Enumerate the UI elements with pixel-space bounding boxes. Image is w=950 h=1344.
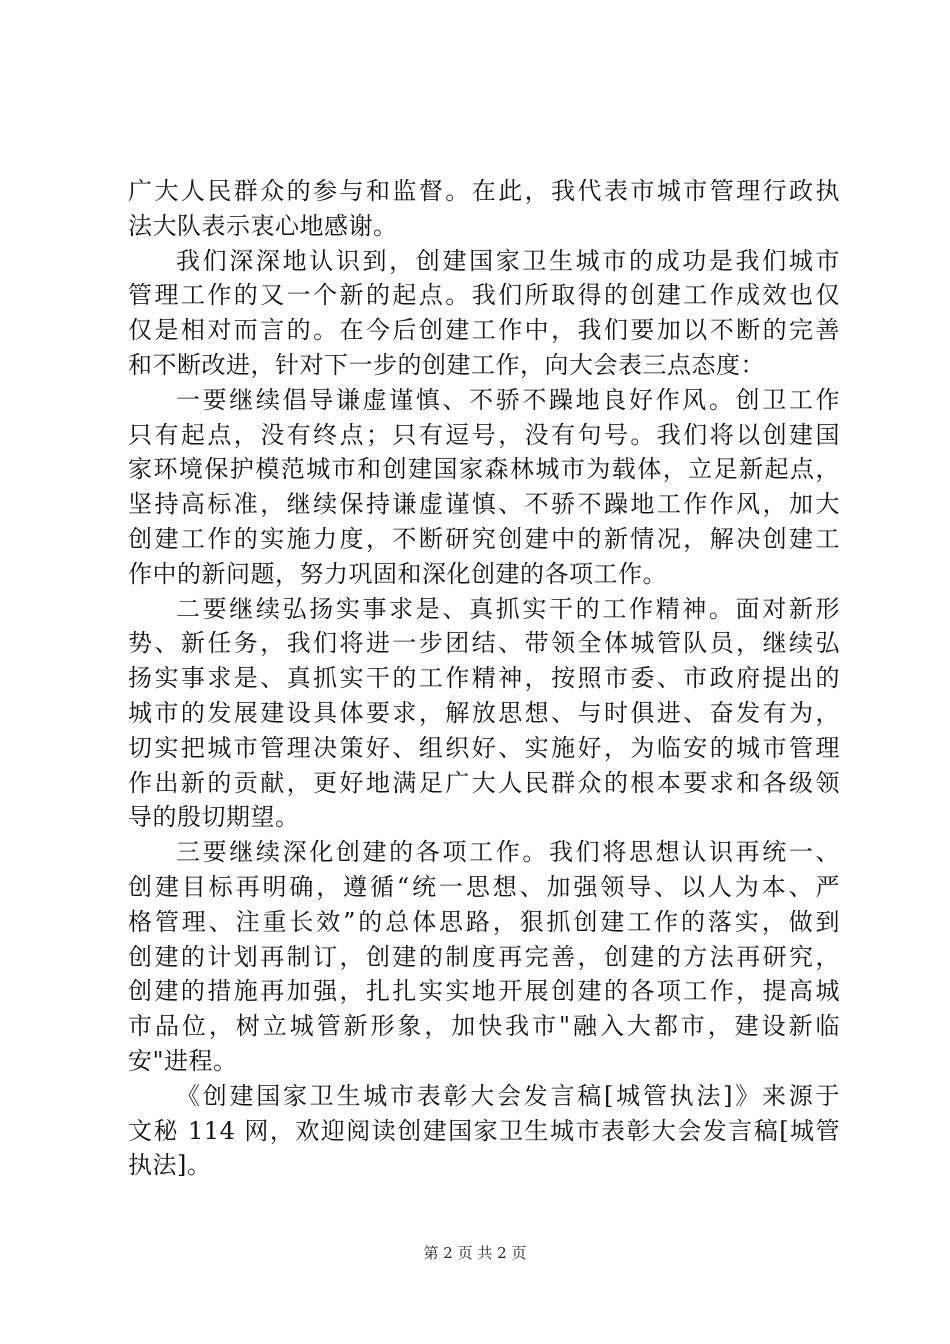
text-line: 《创建国家卫生城市表彰大会发言稿[城管执法]》来源于 bbox=[176, 1081, 840, 1110]
text-line: 创建的措施再加强，扎扎实实地开展创建的各项工作，提高城 bbox=[128, 977, 840, 1006]
text-line: 坚持高标准，继续保持谦虚谨慎、不骄不躁地工作作风，加大 bbox=[128, 490, 840, 519]
text-line: 管理工作的又一个新的起点。我们所取得的创建工作成效也仅 bbox=[128, 281, 840, 310]
text-line: 我们深深地认识到，创建国家卫生城市的成功是我们城市 bbox=[176, 246, 840, 275]
text-line: 市品位，树立城管新形象，加快我市"融入大都市，建设新临 bbox=[128, 1012, 840, 1041]
text-line: 作出新的贡献，更好地满足广大人民群众的根本要求和各级领 bbox=[128, 768, 840, 797]
page-footer: 第 2 页 共 2 页 bbox=[423, 1244, 527, 1262]
text-line: 广大人民群众的参与和监督。在此，我代表市城市管理行政执 bbox=[128, 177, 840, 205]
paragraph bbox=[128, 174, 840, 244]
text-line: 作中的新问题，努力巩固和深化创建的各项工作。 bbox=[128, 559, 667, 588]
text-line: 二要继续弘扬实事求是、真抓实干的工作精神。面对新形 bbox=[176, 594, 840, 623]
paragraph bbox=[128, 244, 840, 383]
document-body bbox=[128, 174, 840, 1183]
text-line: 法大队表示衷心地感谢。 bbox=[128, 211, 398, 240]
text-line: 导的殷切期望。 bbox=[128, 803, 300, 832]
text-line: 城市的发展建设具体要求，解放思想、与时俱进、奋发有为， bbox=[128, 698, 840, 727]
text-line: 切实把城市管理决策好、组织好、实施好，为临安的城市管理 bbox=[128, 733, 840, 762]
text-line: 格管理、注重长效”的总体思路，狠抓创建工作的落实，做到 bbox=[128, 907, 840, 936]
paragraph bbox=[128, 835, 840, 1079]
text-line: 势、新任务，我们将进一步团结、带领全体城管队员，继续弘 bbox=[128, 629, 840, 658]
text-line: 三要继续深化创建的各项工作。我们将思想认识再统一、 bbox=[176, 838, 840, 867]
text-line: 创建目标再明确，遵循“统一思想、加强领导、以人为本、严 bbox=[128, 872, 840, 901]
paragraph bbox=[128, 592, 840, 836]
text-line: 一要继续倡导谦虚谨慎、不骄不躁地良好作风。创卫工作 bbox=[176, 385, 840, 414]
text-line: 仅是相对而言的。在今后创建工作中，我们要加以不断的完善 bbox=[128, 316, 840, 345]
text-line: 安"进程。 bbox=[128, 1046, 238, 1075]
text-line: 执法]。 bbox=[128, 1151, 212, 1180]
text-line: 和不断改进，针对下一步的创建工作，向大会表三点态度： bbox=[128, 350, 765, 379]
text-line: 创建的计划再制订，创建的制度再完善，创建的方法再研究， bbox=[128, 942, 840, 971]
text-line: 只有起点，没有终点；只有逗号，没有句号。我们将以创建国 bbox=[128, 420, 840, 449]
paragraph bbox=[128, 1079, 840, 1183]
text-line: 家环境保护模范城市和创建国家森林城市为载体，立足新起点， bbox=[128, 455, 840, 484]
paragraph bbox=[128, 383, 840, 592]
text-line: 创建工作的实施力度，不断研究创建中的新情况，解决创建工 bbox=[128, 524, 840, 553]
text-line: 文秘 114 网，欢迎阅读创建国家卫生城市表彰大会发言稿[城管 bbox=[128, 1116, 840, 1145]
text-line: 扬实事求是、真抓实干的工作精神，按照市委、市政府提出的 bbox=[128, 664, 840, 693]
